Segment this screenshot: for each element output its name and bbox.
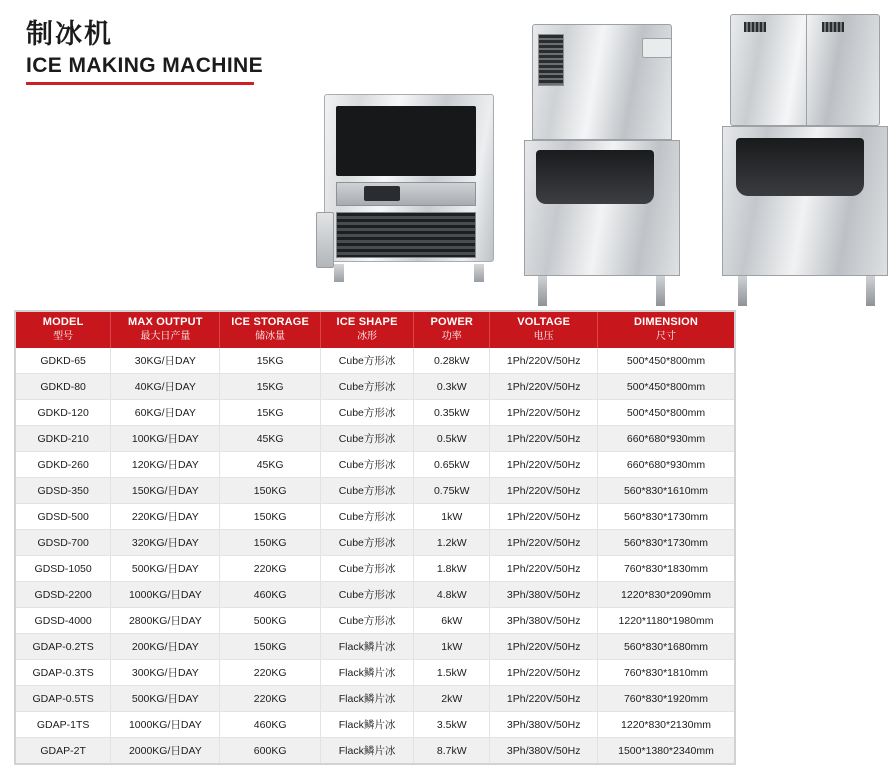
cell-ice-shape: Cube方形冰 [320,608,413,634]
cell-dimension: 1220*830*2090mm [598,582,734,608]
display-screen [364,186,400,201]
cell-ice-shape: Flack鳞片冰 [320,686,413,712]
column-header-model [16,312,111,348]
machine-leg [656,276,665,306]
table-row [16,348,734,374]
cell-voltage: 1Ph/220V/50Hz [490,374,598,400]
cell-max-output: 500KG/日DAY [111,686,220,712]
header-cn: 最大日产量 [140,330,191,342]
cell-voltage: 1Ph/220V/50Hz [490,504,598,530]
cell-ice-storage: 150KG [220,530,321,556]
cell-dimension: 560*830*1610mm [598,478,734,504]
side-vent [316,212,334,268]
cell-power: 6kW [414,608,490,634]
cell-ice-storage: 15KG [220,374,321,400]
cell-dimension: 500*450*800mm [598,400,734,426]
cell-voltage: 1Ph/220V/50Hz [490,530,598,556]
cell-dimension: 1220*830*2130mm [598,712,734,738]
cell-ice-shape: Cube方形冰 [320,530,413,556]
header-en: DIMENSION [633,316,699,328]
cell-dimension: 760*830*1920mm [598,686,734,712]
header-en: ICE SHAPE [336,316,398,328]
cell-max-output: 1000KG/日DAY [111,712,220,738]
dual-head-ice-machine-with-bin [718,14,894,306]
cell-ice-storage: 500KG [220,608,321,634]
cell-dimension: 660*680*930mm [598,452,734,478]
header-cn: 尺寸 [656,330,676,342]
header-en: ICE STORAGE [231,316,310,328]
cell-voltage: 1Ph/220V/50Hz [490,556,598,582]
cell-ice-shape: Cube方形冰 [320,400,413,426]
column-header-voltage [490,312,598,348]
cell-voltage: 1Ph/220V/50Hz [490,426,598,452]
page-title-en: ICE MAKING MACHINE [26,53,264,77]
cell-dimension: 560*830*1730mm [598,504,734,530]
table-row [16,452,734,478]
cell-model: GDAP-2T [16,738,111,764]
bin-door [736,138,864,196]
table-row [16,478,734,504]
cell-ice-storage: 220KG [220,556,321,582]
machine-foot [474,264,484,282]
column-header-max-output [111,312,220,348]
cell-voltage: 1Ph/220V/50Hz [490,660,598,686]
cell-dimension: 1500*1380*2340mm [598,738,734,764]
header-cn: 型号 [53,330,74,342]
cell-ice-storage: 150KG [220,504,321,530]
cell-model: GDSD-500 [16,504,111,530]
cell-power: 1.5kW [414,660,490,686]
cell-model: GDSD-350 [16,478,111,504]
cell-power: 3.5kW [414,712,490,738]
table-row [16,686,734,712]
table-row [16,660,734,686]
cell-max-output: 2000KG/日DAY [111,738,220,764]
machine-top-panel [336,106,476,176]
control-panel [336,182,476,206]
machine-leg [538,276,547,306]
cell-ice-shape: Cube方形冰 [320,348,413,374]
side-vent [744,22,766,32]
table-row [16,504,734,530]
cell-model: GDAP-0.5TS [16,686,111,712]
cell-voltage: 3Ph/380V/50Hz [490,582,598,608]
cell-power: 0.3kW [414,374,490,400]
cell-model: GDAP-0.2TS [16,634,111,660]
header-en: MAX OUTPUT [127,316,203,328]
cell-ice-shape: Flack鳞片冰 [320,738,413,764]
header-en: VOLTAGE [517,316,571,328]
product-photos [280,8,740,308]
cell-power: 1kW [414,634,490,660]
cell-max-output: 500KG/日DAY [111,556,220,582]
cell-ice-storage: 45KG [220,426,321,452]
table-row [16,712,734,738]
cell-max-output: 300KG/日DAY [111,660,220,686]
cell-voltage: 3Ph/380V/50Hz [490,738,598,764]
cell-power: 0.28kW [414,348,490,374]
cell-power: 1.8kW [414,556,490,582]
cell-dimension: 500*450*800mm [598,348,734,374]
side-vent [538,34,564,86]
head-divider [806,14,807,126]
column-header-ice-storage [220,312,321,348]
machine-leg [866,276,875,306]
cell-max-output: 60KG/日DAY [111,400,220,426]
cell-model: GDKD-65 [16,348,111,374]
cell-ice-shape: Cube方形冰 [320,478,413,504]
brand-badge [642,38,672,58]
header-cn: 功率 [441,330,462,342]
cell-voltage: 1Ph/220V/50Hz [490,452,598,478]
cell-dimension: 560*830*1680mm [598,634,734,660]
header-en: MODEL [42,316,84,328]
cell-ice-storage: 460KG [220,582,321,608]
cell-max-output: 220KG/日DAY [111,504,220,530]
modular-ice-machine-with-bin [516,24,688,306]
cell-model: GDAP-1TS [16,712,111,738]
side-vent [822,22,844,32]
cell-ice-storage: 150KG [220,634,321,660]
cell-ice-storage: 220KG [220,660,321,686]
cell-voltage: 3Ph/380V/50Hz [490,712,598,738]
machine-leg [738,276,747,306]
cell-max-output: 120KG/日DAY [111,452,220,478]
cell-max-output: 40KG/日DAY [111,374,220,400]
cell-ice-shape: Flack鳞片冰 [320,634,413,660]
cell-model: GDSD-4000 [16,608,111,634]
table-row [16,556,734,582]
cell-ice-storage: 220KG [220,686,321,712]
table-row [16,738,734,764]
cell-max-output: 30KG/日DAY [111,348,220,374]
table-row [16,608,734,634]
cell-dimension: 760*830*1810mm [598,660,734,686]
cell-ice-shape: Flack鳞片冰 [320,712,413,738]
table-row [16,530,734,556]
cell-power: 8.7kW [414,738,490,764]
cell-dimension: 1220*1180*1980mm [598,608,734,634]
cell-ice-shape: Cube方形冰 [320,504,413,530]
cell-dimension: 760*830*1830mm [598,556,734,582]
cell-max-output: 1000KG/日DAY [111,582,220,608]
cell-power: 0.5kW [414,426,490,452]
cell-voltage: 1Ph/220V/50Hz [490,686,598,712]
table-header [16,312,734,348]
header-cn: 冰形 [357,330,378,342]
column-header-ice-shape [320,312,413,348]
cell-ice-storage: 150KG [220,478,321,504]
cell-ice-shape: Cube方形冰 [320,582,413,608]
cell-model: GDSD-700 [16,530,111,556]
cell-model: GDSD-2200 [16,582,111,608]
column-header-power [414,312,490,348]
undercounter-cube-ice-machine [316,94,508,286]
table-row [16,374,734,400]
cell-power: 0.65kW [414,452,490,478]
header-en: POWER [430,316,474,328]
bin-door [536,150,654,204]
cell-voltage: 1Ph/220V/50Hz [490,634,598,660]
cell-ice-storage: 15KG [220,400,321,426]
cell-voltage: 1Ph/220V/50Hz [490,478,598,504]
cell-model: GDKD-260 [16,452,111,478]
cell-power: 2kW [414,686,490,712]
machine-foot [334,264,344,282]
cell-ice-shape: Cube方形冰 [320,426,413,452]
cell-ice-storage: 15KG [220,348,321,374]
cell-model: GDKD-80 [16,374,111,400]
cell-voltage: 1Ph/220V/50Hz [490,348,598,374]
table-body [16,348,734,763]
cell-voltage: 1Ph/220V/50Hz [490,400,598,426]
cell-ice-storage: 45KG [220,452,321,478]
cell-max-output: 320KG/日DAY [111,530,220,556]
table-row [16,400,734,426]
table-row [16,634,734,660]
cell-dimension: 660*680*930mm [598,426,734,452]
cell-ice-shape: Cube方形冰 [320,374,413,400]
cell-voltage: 3Ph/380V/50Hz [490,608,598,634]
cell-model: GDKD-120 [16,400,111,426]
header-row [16,312,734,348]
cell-ice-shape: Flack鳞片冰 [320,660,413,686]
cell-ice-storage: 600KG [220,738,321,764]
header-cn: 电压 [533,330,554,342]
cell-model: GDAP-0.3TS [16,660,111,686]
cell-max-output: 150KG/日DAY [111,478,220,504]
cell-power: 0.35kW [414,400,490,426]
cell-model: GDSD-1050 [16,556,111,582]
table-row [16,426,734,452]
column-header-dimension [598,312,734,348]
cell-dimension: 500*450*800mm [598,374,734,400]
page-title-cn: 制冰机 [26,19,113,49]
cell-max-output: 100KG/日DAY [111,426,220,452]
cell-ice-storage: 460KG [220,712,321,738]
cell-ice-shape: Cube方形冰 [320,452,413,478]
header-cn: 储冰量 [255,330,286,342]
cell-power: 1.2kW [414,530,490,556]
cell-power: 4.8kW [414,582,490,608]
front-grill [336,212,476,258]
cell-max-output: 200KG/日DAY [111,634,220,660]
cell-power: 1kW [414,504,490,530]
specification-table [14,310,736,765]
table-row [16,582,734,608]
cell-ice-shape: Cube方形冰 [320,556,413,582]
cell-dimension: 560*830*1730mm [598,530,734,556]
title-underline [26,82,254,85]
cell-model: GDKD-210 [16,426,111,452]
cell-max-output: 2800KG/日DAY [111,608,220,634]
cell-power: 0.75kW [414,478,490,504]
